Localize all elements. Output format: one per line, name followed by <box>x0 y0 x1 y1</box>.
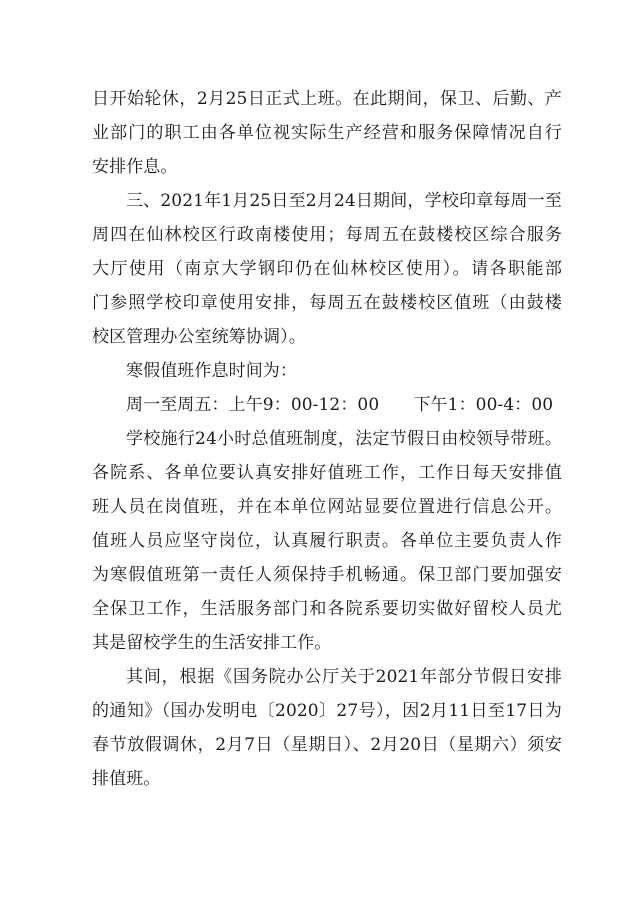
text-line-5: 周四在仙林校区行政南楼使用；每周五在鼓楼校区综合服务 <box>92 225 562 245</box>
text-line-19: 的通知》（国办发明电〔2020〕27号），因2月11日至17日为 <box>92 701 562 721</box>
text-line-20: 春节放假调休，2月7日（星期日）、2月20日（星期六）须安 <box>92 735 562 755</box>
text-line-14: 值班人员应坚守岗位，认真履行职责。各单位主要负责人作 <box>92 531 562 551</box>
text-line-13: 班人员在岗值班，并在本单位网站显要位置进行信息公开。 <box>92 497 562 517</box>
text-line-15: 为寒假值班第一责任人须保持手机畅通。保卫部门要加强安 <box>92 565 562 585</box>
text-line-9: 寒假值班作息时间为： <box>126 361 297 381</box>
text-line-17: 其是留校学生的生活安排工作。 <box>92 633 332 653</box>
text-line-21: 排值班。 <box>92 769 161 789</box>
text-line-16: 全保卫工作，生活服务部门和各院系要切实做好留校人员尤 <box>92 599 562 619</box>
text-line-18: 其间，根据《国务院办公厅关于2021年部分节假日安排 <box>126 667 562 687</box>
text-line-12: 各院系、各单位要认真安排好值班工作，工作日每天安排值 <box>92 463 562 483</box>
text-line-1: 日开始轮休，2月25日正式上班。在此期间，保卫、后勤、产 <box>92 89 562 109</box>
text-line-4: 三、2021年1月25日至2月24日期间，学校印章每周一至 <box>126 191 562 211</box>
text-line-7: 门参照学校印章使用安排，每周五在鼓楼校区值班（由鼓楼 <box>92 293 562 313</box>
text-line-6: 大厅使用（南京大学钢印仍在仙林校区使用）。请各职能部 <box>92 259 562 279</box>
text-line-8: 校区管理办公室统筹协调）。 <box>92 327 306 347</box>
text-line-10: 周一至周五：上午9：00-12：00 下午1：00-4：00 <box>126 395 554 415</box>
text-line-2: 业部门的职工由各单位视实际生产经营和服务保障情况自行 <box>92 123 562 143</box>
text-line-11: 学校施行24小时总值班制度，法定节假日由校领导带班。 <box>126 429 562 449</box>
text-line-3: 安排作息。 <box>92 157 178 177</box>
